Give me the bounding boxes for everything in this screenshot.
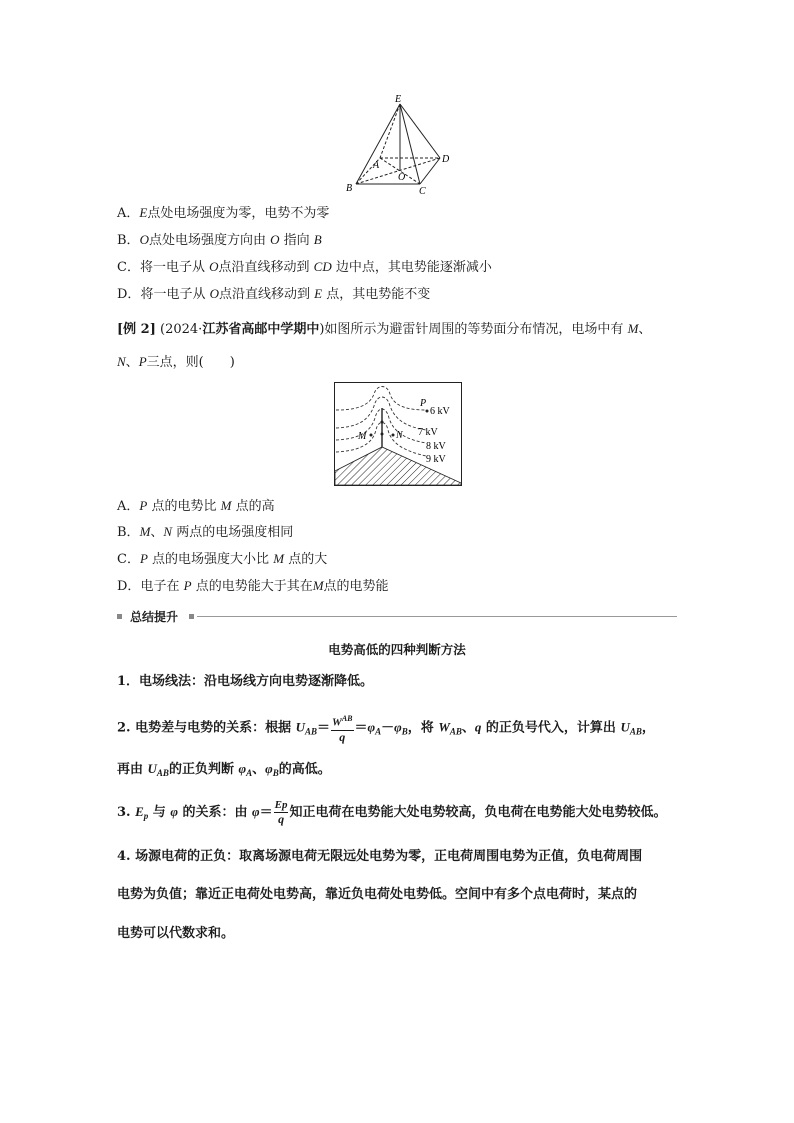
var: P (183, 578, 192, 593)
option-text: 电子在 (140, 579, 180, 594)
var: W (438, 719, 450, 735)
var: W (332, 716, 342, 729)
option-text: 两点的电场强度相同 (176, 525, 294, 540)
q2-option-d (117, 577, 389, 596)
label-N: N (396, 430, 403, 441)
source-prefix: (2024· (160, 322, 203, 337)
example2-stem (117, 320, 651, 339)
label-O: O (398, 172, 406, 183)
summary-title: 电势高低的四种判断方法 (328, 642, 466, 657)
subscript: AB (156, 768, 169, 778)
option-text: 将一电子从 (139, 260, 205, 275)
var: M (139, 524, 151, 539)
option-text: 边中点，其电势能逐渐减小 (335, 260, 492, 275)
item-text: ，将 (407, 720, 439, 736)
divider (197, 616, 677, 617)
subscript: AB (629, 726, 642, 737)
potential-label-7kv: 7 kV (418, 427, 438, 438)
var: O (209, 286, 219, 301)
item-text: 3. (117, 805, 136, 820)
var: φ (170, 804, 178, 819)
var: q (474, 719, 482, 735)
var: O (270, 232, 280, 247)
var: B (313, 232, 322, 247)
var: φ (265, 761, 273, 776)
square-bullet-icon (117, 614, 122, 619)
var: φ (238, 761, 247, 776)
point-P (426, 410, 429, 413)
summary-item-2: 2. 电势差与电势的关系：根据 $U_{AB}=$ $\frac{W^{AB}}{q}$ $=\varphi_A-\varphi_B$，将 $W_{AB}$、q 的正负号代入，计算出 $U_{AB}$， (117, 714, 655, 744)
subscript: A (375, 726, 382, 737)
label-E: E (395, 94, 402, 105)
var-N: N (117, 354, 126, 369)
q2-option-c (117, 550, 327, 569)
var: M (273, 551, 285, 566)
var: U (147, 761, 157, 776)
option-text: 点的高 (235, 499, 275, 514)
var: M (312, 578, 324, 593)
square-bullet-icon (189, 614, 194, 619)
var: φ (367, 719, 376, 735)
item-text: 的高低。 (278, 762, 331, 777)
var: O (209, 259, 219, 274)
operator: ＝ (354, 720, 368, 736)
var: N (163, 524, 173, 539)
option-letter: A． (117, 499, 140, 514)
point-M (370, 434, 373, 437)
subscript: AB (449, 726, 462, 737)
item-text: 的正负号代入，计算出 (481, 720, 621, 736)
var-M: M (627, 321, 639, 336)
item-text: 的关系：由 (177, 805, 253, 820)
option-text: 点处电场强度为零，电势不为零 (147, 206, 330, 221)
sep: 、 (638, 322, 652, 337)
summary-label: 总结提升 (130, 610, 179, 624)
var-P: P (138, 354, 147, 369)
item-text: 再由 (117, 762, 148, 777)
stem-text: 如图所示为避雷针周围的等势面分布情况，电场中有 (324, 322, 624, 337)
q1-option-b (117, 231, 322, 250)
example-tag: [例 2] (117, 322, 156, 337)
var: φ (252, 804, 260, 819)
summary-item-1: 1．电场线法：沿电场线方向电势逐渐降低。 (117, 674, 374, 689)
point-N (392, 434, 395, 437)
option-text: 、 (150, 525, 164, 540)
option-letter: D． (117, 579, 141, 594)
summary-item-4-line2: 电势为负值；靠近正电荷处电势高，靠近负电荷处电势低。空间中有多个点电荷时，某点的 (117, 887, 638, 902)
option-text: 点的电势能 (323, 579, 389, 594)
option-letter: C． (117, 552, 140, 567)
label-M: M (358, 431, 367, 442)
q1-option-a (117, 204, 329, 223)
subscript: B (272, 768, 279, 778)
potential-label-8kv: 8 kV (426, 441, 446, 452)
option-letter: C． (117, 260, 140, 275)
superscript: AB (341, 714, 353, 723)
subscript: p (143, 811, 149, 821)
label-B: B (346, 183, 353, 194)
item-text: 、 (252, 762, 266, 777)
option-text: 点，其电势能不变 (326, 287, 431, 302)
option-text: 点的电势能大于其在 (195, 579, 313, 594)
option-text: 点的电场强度大小比 (152, 552, 270, 567)
operator: ＝ (317, 720, 331, 736)
subscript: A (246, 768, 253, 778)
summary-header (117, 608, 677, 626)
option-letter: B． (117, 525, 140, 540)
item-text: 知正电荷在电势能大处电势较高，负电荷在电势能大处电势较低。 (289, 805, 667, 820)
var: M (220, 498, 232, 513)
fraction (331, 712, 353, 744)
item-text: 2. 电势差与电势的关系：根据 (117, 720, 296, 736)
option-letter: A． (117, 206, 140, 221)
option-text: 点沿直线移动到 (218, 260, 310, 275)
var: CD (313, 259, 332, 274)
fraction (274, 799, 289, 826)
q2-option-b (117, 523, 293, 542)
denominator: q (278, 812, 285, 826)
q1-option-d (117, 285, 430, 304)
potential-label-9kv: 9 kV (426, 454, 446, 465)
option-letter: B． (117, 233, 140, 248)
summary-item-4-line1: 4. 场源电荷的正负：取离场源电荷无限远处电势为零，正电荷周围电势为正值，负电荷周围 (117, 849, 643, 864)
label-A: A (373, 160, 380, 171)
q2-option-a (117, 497, 275, 516)
subscript: AB (305, 726, 318, 737)
var: φ (394, 719, 402, 735)
stem-text: 三点，则( ) (146, 355, 235, 370)
var: P (139, 551, 148, 566)
option-text: 指向 (283, 233, 310, 248)
pyramid-figure (340, 92, 460, 198)
label-P: P (420, 398, 427, 409)
example2-stem-line2 (117, 353, 235, 372)
rod-dot (381, 433, 384, 436)
option-text: 点的电势比 (151, 499, 217, 514)
var: P (139, 498, 148, 513)
rod-dot (381, 421, 384, 424)
operator: ＝ (259, 805, 273, 820)
item-text: 与 (148, 805, 171, 820)
item-text: 、 (461, 720, 475, 736)
option-text: 点处电场强度方向由 (148, 233, 266, 248)
source-name: 江苏省高邮中学期中 (202, 322, 320, 337)
option-letter: D． (117, 287, 141, 302)
label-D: D (442, 154, 450, 165)
var: O (139, 232, 149, 247)
var: U (295, 719, 306, 735)
label-C: C (419, 186, 426, 197)
source-suffix: ) (319, 322, 325, 337)
numerator: Ep (274, 799, 288, 811)
item-text: 的正负判断 (168, 762, 239, 777)
var: E (139, 205, 148, 220)
lightning-rod-figure (334, 382, 462, 486)
option-text: 将一电子从 (140, 287, 206, 302)
sep: 、 (125, 355, 139, 370)
summary-item-3 (117, 798, 667, 830)
option-text: 点沿直线移动到 (218, 287, 310, 302)
q1-option-c (117, 258, 492, 277)
var: E (135, 804, 144, 819)
option-text: 点的大 (288, 552, 328, 567)
var: U (620, 719, 630, 735)
summary-item-2-line2 (117, 760, 331, 782)
operator: － (381, 720, 395, 736)
potential-label-6kv: 6 kV (430, 406, 450, 417)
subscript: B (401, 726, 408, 737)
summary-item-4-line3: 电势可以代数求和。 (117, 926, 235, 941)
var: E (314, 286, 323, 301)
var: q (339, 729, 346, 744)
